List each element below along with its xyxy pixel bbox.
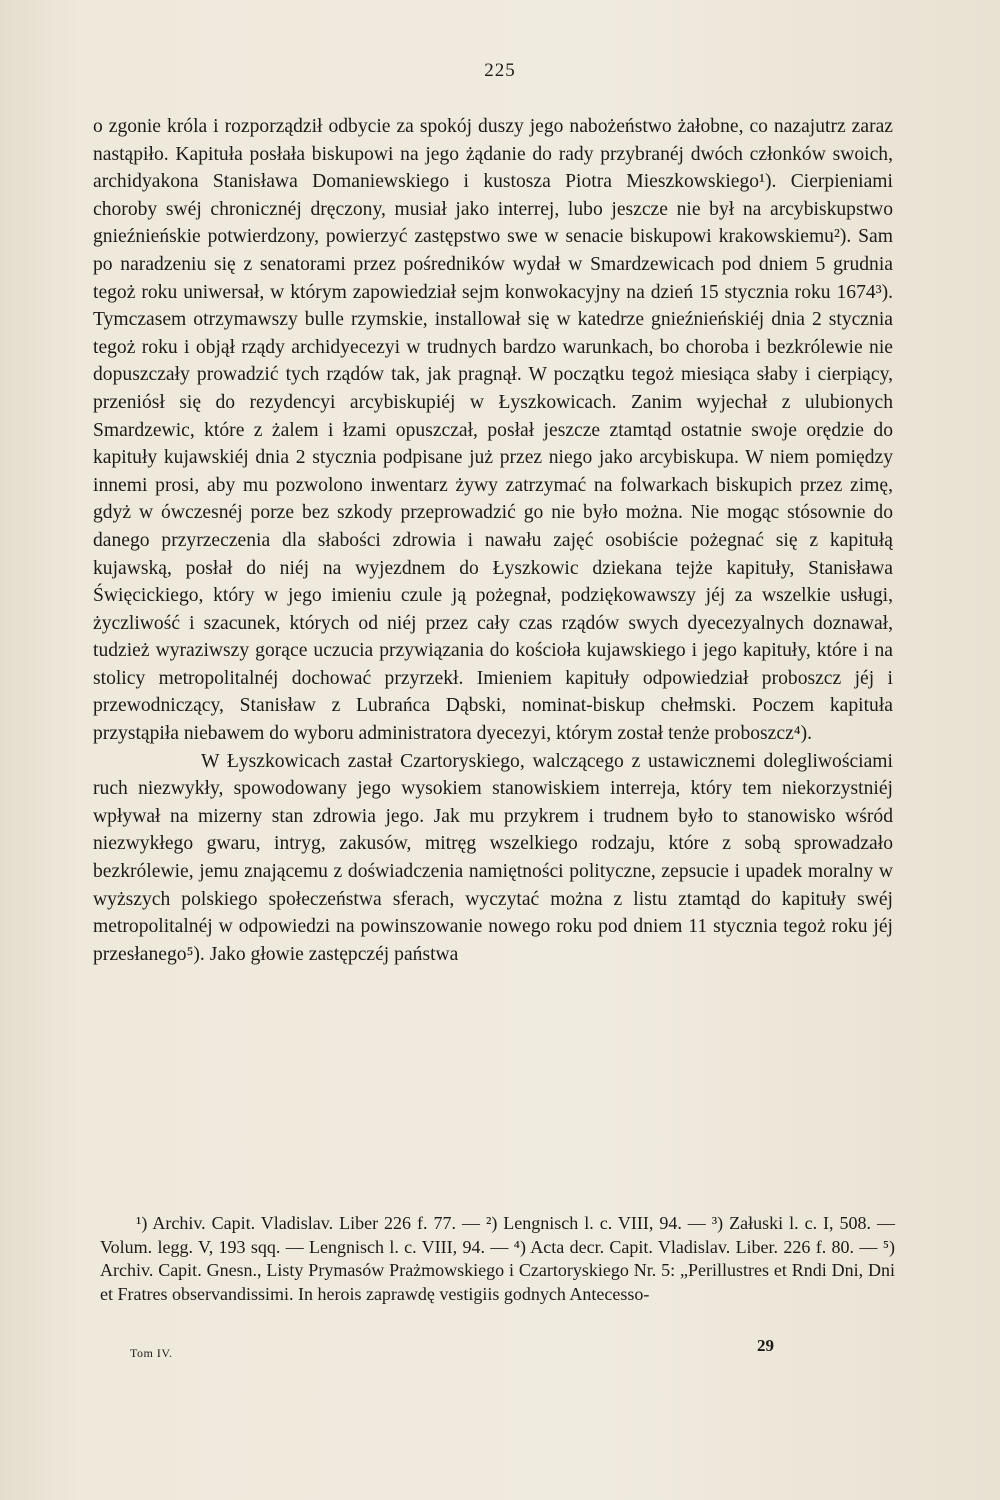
paragraph: o zgonie króla i rozporządził odbycie za spokój duszy jego nabożeństwo żałobne, co nazajutrz zaraz nastąpiło. Kapituła posłała biskupowi na jego żądanie do rady przybranéj dwóch członków swoich, archidyakona Stanisława Domaniewskiego i kustosza Piotra Mieszkowskiego¹). Cierpieniami choroby swéj chronicznéj dręczony, musiał jako interrej, lubo jeszcze nie był na arcybiskupstwo gnieźnieńskie potwierdzony, powierzyć zastępstwo swe w senacie biskupowi krakowskiemu²). Sam po naradzeniu się z senatorami przez pośredników wydał w Smardzewicach pod dniem 5 grudnia tegoż roku uniwersał, w którym zapowiedział sejm konwokacyjny na dzień 15 stycznia roku 1674³). Tymczasem otrzymawszy bulle rzymskie, installował się w katedrze gnieźnieńskiéj dnia 2 stycznia tegoż roku i objął rządy archidyecezyi w trudnych bardzo warunkach, bo choroba i bezkrólewie nie dopuszczały prowadzić tych rządów tak, jak pragnął. W początku tegoż miesiąca słaby i cierpiący, przeniósł się do rezydencyi arcybiskupiéj w Łyszkowicach. Zanim wyjechał z ulubionych Smardzewic, które z żalem i łzami opuszczał, posłał jeszcze ztamtąd ostatnie swoje orędzie do kapituły kujawskiéj dnia 2 stycznia podpisane już przez niego jako arcybiskupa. W niem pomiędzy innemi prosi, aby mu pozwolono inwentarz żywy zatrzymać na folwarkach biskupich przez zimę, gdyż w ówczesnéj porze bez szkody przeprowadzić go nie było można. Nie mogąc stósownie do danego przyrzeczenia dla słabości zdrowia i nawału zajęć osobiście pożegnać się z kapitułą kujawską, posłał do niéj na wyjezdnem do Łyszkowic dziekana tejże kapituły, Stanisława Święcickiego, który w jego imieniu czule ją pożegnał, podziękowawszy jéj za wszelkie usługi, życzliwość i szacunek, których od niéj przez cały czas rządów swych dyecezyalnych doznawał, tudzież wyraziwszy gorące uczucia przywiązania do kościoła kujawskiego i jego kapituły, które i na stolicy metropolitalnéj dochować przyrzekł. Imieniem kapituły odpowiedział proboszcz jéj i przewodniczący, Stanisław z Lubrańca Dąbski, nominat-biskup chełmski. Poczem kapituła przystąpiła niebawem do wyboru administratora dyecezyi, którym został tenże proboszcz⁴). xyxy=(93,116,893,745)
footnotes xyxy=(100,1212,895,1306)
body-text xyxy=(93,113,893,968)
printer-signature-mark: 29 xyxy=(757,1336,774,1355)
volume-label: Tom IV. xyxy=(130,1346,173,1360)
footnote-text: ¹) Archiv. Capit. Vladislav. Liber 226 f. 77. — ²) Lengnisch l. c. VIII, 94. — ³) Załuski l. c. I, 508. — Volum. legg. V, 193 sqq. — Lengnisch l. c. VIII, 94. — ⁴) Acta decr. Capit. Vladislav. Liber. 226 f. 80. — ⁵) Archiv. Capit. Gnesn., Listy Prymasów Prażmowskiego i Czartoryskiego Nr. 5: „Perillustres et Rndi Dni, Dni et Fratres observandissimi. In herois zaprawdę vestigiis godnych Antecesso- xyxy=(100,1213,895,1304)
paragraph: W Łyszkowicach zastał Czartoryskiego, walczącego z ustawicznemi dolegliwościami ruch niezwykły, spowodowany jego wysokiem stanowiskiem interreja, który tem niekorzystniéj wpływał na mizerny stan zdrowia jego. Jak mu przykrem i trudnem było to stanowisko wśród niezwykłego gwaru, intryg, zakusów, mitręg wszelkiego rodzaju, które z sobą sprowadzało bezkrólewie, jemu znającemu z doświadczenia namiętności polityczne, zepsucie i upadek moralny w wyższych polskiego społeczeństwa sferach, wyczytać można z listu ztamtąd do kapituły swéj metropolitalnéj w odpowiedzi na powinszowanie nowego roku pod dniem 11 stycznia tegoż roku jéj przesłanego⁵). Jako głowie zastępczéj państwa xyxy=(93,750,893,965)
page-number: 225 xyxy=(484,60,516,81)
